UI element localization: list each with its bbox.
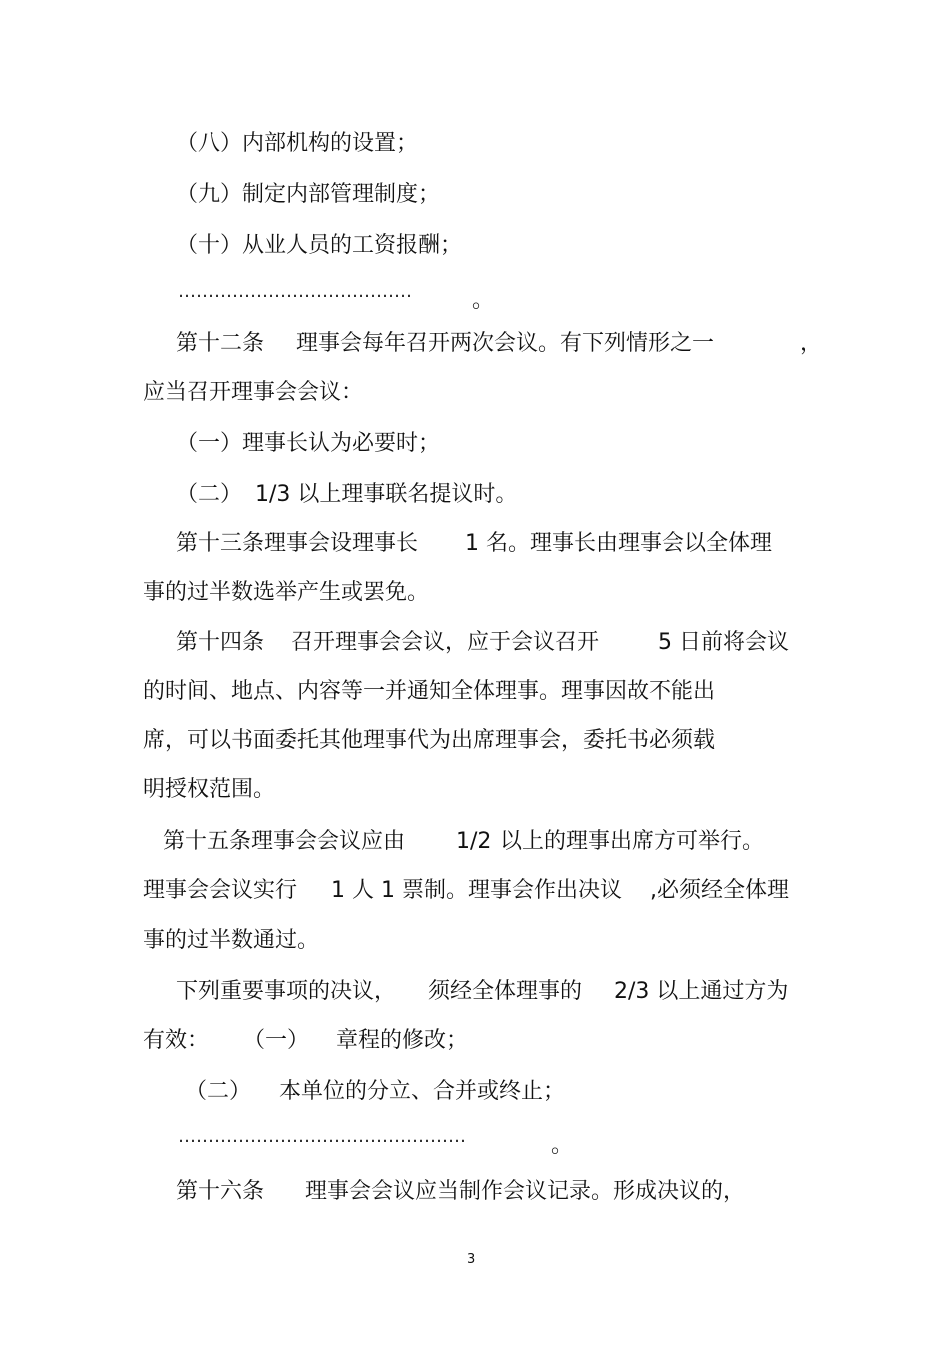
resolution-text-b: 须经全体理事的	[428, 979, 583, 1004]
item-eight: （八）内部机构的设置；	[176, 131, 419, 156]
item-nine: （九）制定内部管理制度；	[176, 182, 441, 207]
article-15-ratio: 1/2	[456, 829, 492, 854]
article-15-cont-b: 1 人 1 票制。理事会作出决议	[331, 878, 622, 903]
article-15-text-b: 以上的理事出席方可举行。	[500, 829, 765, 854]
article-14-cont-1: 的时间、地点、内容等一并通知全体理事。理事因故不能出	[143, 679, 716, 704]
article-12-label: 第十二条	[176, 331, 265, 356]
article-15-cont-a: 理事会会议实行	[143, 878, 298, 903]
resolution-item-1-label: （一）	[243, 1028, 310, 1053]
ellipsis-period-2: 。	[551, 1133, 574, 1158]
article-12-item-2-label: （二）	[176, 482, 243, 507]
article-13-text-a: 第十三条理事会设理事长	[176, 531, 419, 556]
page-number: 3	[467, 1252, 476, 1267]
ellipsis-line: …………………………………	[178, 281, 412, 302]
article-14-label: 第十四条	[176, 630, 265, 655]
article-16-text: 理事会会议应当制作会议记录。形成决议的，	[305, 1179, 746, 1204]
article-14-text-a: 召开理事会会议，应于会议召开	[291, 630, 600, 655]
article-15-cont-c: ,必须经全体理	[650, 878, 789, 903]
article-14-cont-3: 明授权范围。	[143, 777, 276, 802]
article-13-text-b: 1 名。理事长由理事会以全体理	[465, 531, 772, 556]
article-14-cont-2: 席，可以书面委托其他理事代为出席理事会，委托书必须载	[143, 728, 716, 753]
article-12-text: 理事会每年召开两次会议。有下列情形之一	[296, 331, 715, 356]
article-16-label: 第十六条	[176, 1179, 265, 1204]
article-15-text-a: 第十五条理事会会议应由	[163, 829, 406, 854]
article-14-text-b: 5 日前将会议	[658, 630, 789, 655]
resolution-item-2-label: （二）	[185, 1079, 252, 1104]
resolution-text-a: 下列重要事项的决议，	[176, 979, 397, 1004]
item-ten: （十）从业人员的工资报酬；	[176, 233, 463, 258]
article-12-cont: 应当召开理事会会议：	[143, 380, 364, 405]
resolution-text-c: 2/3 以上通过方为	[614, 979, 789, 1004]
article-12-comma: ，	[800, 331, 823, 356]
article-12-item-2-text: 1/3 以上理事联名提议时。	[255, 482, 518, 507]
ellipsis-line-2: …………………………………………	[178, 1126, 466, 1147]
resolution-valid: 有效：	[143, 1028, 210, 1053]
resolution-item-2-text: 本单位的分立、合并或终止；	[279, 1079, 566, 1104]
article-12-item-1: （一）理事长认为必要时；	[176, 431, 441, 456]
resolution-item-1-text: 章程的修改；	[336, 1028, 469, 1053]
article-13-cont: 事的过半数选举产生或罢免。	[143, 580, 430, 605]
article-15-cont-2: 事的过半数通过。	[143, 928, 320, 953]
ellipsis-period: 。	[472, 288, 495, 313]
